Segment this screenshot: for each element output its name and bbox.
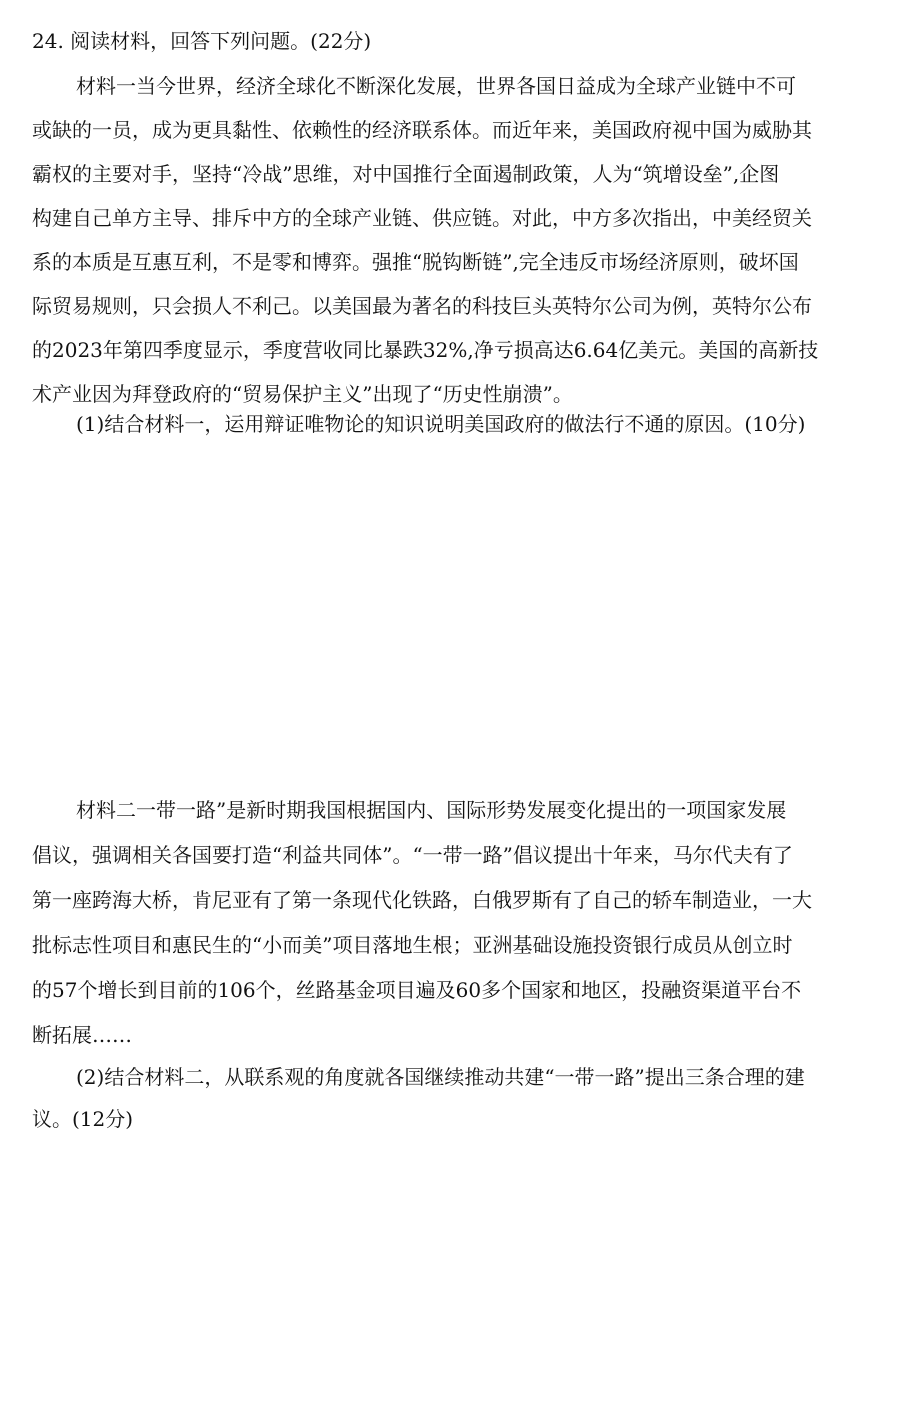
material-two-line: 倡议，强调相关各国要打造“利益共同体”。“一带一路”倡议提出十年来，马尔代夫有了	[32, 843, 793, 867]
material-two	[32, 788, 872, 1058]
sub-question-two-line: (2)结合材料二，从联系观的角度就各国继续推动共建“一带一路”提出三条合理的建	[76, 1065, 805, 1089]
sub-question-two-line: 议。(12分)	[32, 1107, 134, 1131]
material-two-line: 材料二一带一路”是新时期我国根据国内、国际形势发展变化提出的一项国家发展	[76, 798, 787, 822]
material-one-line: 际贸易规则，只会损人不利己。以美国最为著名的科技巨头英特尔公司为例，英特尔公布	[32, 294, 812, 318]
material-one-line: 或缺的一员，成为更具黏性、依赖性的经济联系体。而近年来，美国政府视中国为威胁其	[32, 118, 812, 142]
material-two-line: 的57个增长到目前的106个，丝路基金项目遍及60多个国家和地区，投融资渠道平台不	[32, 978, 802, 1002]
answer-space-two	[32, 1150, 872, 1410]
material-one-line: 系的本质是互惠互利，不是零和博弈。强推“脱钩断链”,完全违反市场经济原则，破坏国	[32, 250, 799, 274]
material-two-line: 断拓展……	[32, 1023, 132, 1047]
material-one-line: 术产业因为拜登政府的“贸易保护主义”出现了“历史性崩溃”。	[32, 382, 573, 406]
answer-space-one	[32, 450, 872, 780]
sub-question-one: (1)结合材料一，运用辩证唯物论的知识说明美国政府的做法行不通的原因。(10分)	[76, 412, 806, 436]
material-two-line: 批标志性项目和惠民生的“小而美”项目落地生根；亚洲基础设施投资银行成员从创立时	[32, 933, 793, 957]
material-one-line: 霸权的主要对手，坚持“冷战”思维，对中国推行全面遏制政策，人为“筑增设垒”,企图	[32, 162, 780, 186]
material-one-line: 的2023年第四季度显示，季度营收同比暴跌32%,净亏损高达6.64亿美元。美国的高新技	[32, 338, 819, 362]
question-title: 24. 阅读材料，回答下列问题。(22分)	[32, 29, 372, 53]
sub-question-two	[32, 1056, 872, 1140]
material-one-line: 材料一当今世界，经济全球化不断深化发展，世界各国日益成为全球产业链中不可	[76, 74, 796, 98]
material-one-line: 构建自己单方主导、排斥中方的全球产业链、供应链。对此，中方多次指出，中美经贸关	[32, 206, 812, 230]
material-two-line: 第一座跨海大桥，肯尼亚有了第一条现代化铁路，白俄罗斯有了自己的轿车制造业，一大	[32, 888, 812, 912]
material-one	[32, 64, 872, 416]
